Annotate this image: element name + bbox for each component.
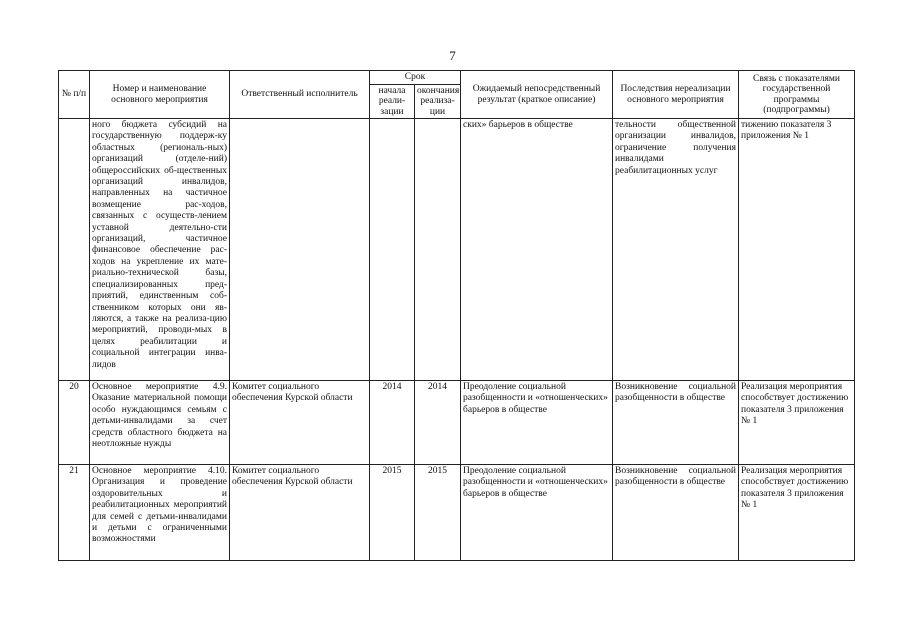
header-link: Связь с показателями государственной программы (подпрограммы) — [739, 71, 855, 119]
row-num: 21 — [59, 465, 90, 561]
row-name: Основное мероприятие 4.9. Оказание материальной помощи особо нуждающимся семьям с детьми-инвалидами за счет средств областного бюджета на неотложные нужды — [90, 381, 230, 465]
header-name: Номер и наименование основного мероприятия — [90, 71, 230, 119]
row-end — [415, 119, 461, 381]
row-executor: Комитет социального обеспечения Курской области — [230, 381, 370, 465]
row-name: Основное мероприятие 4.10. Организация и проведение оздоровительных и реабилитационных мероприятий для семей с детьми-инвалидами и детьми с ограниченными возможностями — [90, 465, 230, 561]
header-num: № п/п — [59, 71, 90, 119]
header-executor: Ответственный исполнитель — [230, 71, 370, 119]
row-link: тижению показателя 3 приложения № 1 — [739, 119, 855, 381]
row-num — [59, 119, 90, 381]
header-row — [59, 71, 855, 85]
row-end: 2014 — [415, 381, 461, 465]
table-row — [59, 119, 855, 381]
row-start — [370, 119, 415, 381]
row-start: 2015 — [370, 465, 415, 561]
table-row — [59, 465, 855, 561]
row-consequences: Возникновение социальной разобщенности в обществе — [613, 381, 739, 465]
header-term-start: начала реали-зации — [370, 84, 415, 119]
row-end: 2015 — [415, 465, 461, 561]
table-row — [59, 381, 855, 465]
header-consequences: Последствия нереализации основного мероприятия — [613, 71, 739, 119]
row-num: 20 — [59, 381, 90, 465]
row-start: 2014 — [370, 381, 415, 465]
row-link: Реализация мероприятия способствует достижению показателя 3 приложения № 1 — [739, 465, 855, 561]
page-number: 7 — [449, 48, 456, 63]
row-executor — [230, 119, 370, 381]
row-executor: Комитет социального обеспечения Курской области — [230, 465, 370, 561]
header-term: Срок — [370, 71, 461, 85]
row-name: ного бюджета субсидий на государственную поддерж-ку областных (региональ-ных) организаций (отделе-ний) общероссийских об-щественных организаций инвалидов, направленных на частичное возмещение рас-ходов, связанных с осуществ-лением уставной деятельно-сти организаций, частичное финансовое обеспечение рас-ходов на укрепление их мате-риально-технической базы, специализированных пред-приятий, единственным соб-ственником которых они яв-ляются, а также на реализа-цию мероприятий, проводи-мых в целях реабилитации и социальной интеграции инва-лидов — [90, 119, 230, 381]
header-result: Ожидаемый непосредственный результат (краткое описание) — [461, 71, 613, 119]
row-result: ских» барьеров в обществе — [461, 119, 613, 381]
row-consequences: тельности общественной организации инвалидов, ограничение получения инвалидами реабилитационных услуг — [613, 119, 739, 381]
row-consequences: Возникновение социальной разобщенности в обществе — [613, 465, 739, 561]
row-result: Преодоление социальной разобщенности и «отношенческих» барьеров в обществе — [461, 465, 613, 561]
measures-table — [58, 70, 855, 561]
header-term-end: окончания реализа-ции — [415, 84, 461, 119]
row-result: Преодоление социальной разобщенности и «отношенческих» барьеров в обществе — [461, 381, 613, 465]
row-link: Реализация мероприятия способствует достижению показателя 3 приложения № 1 — [739, 381, 855, 465]
